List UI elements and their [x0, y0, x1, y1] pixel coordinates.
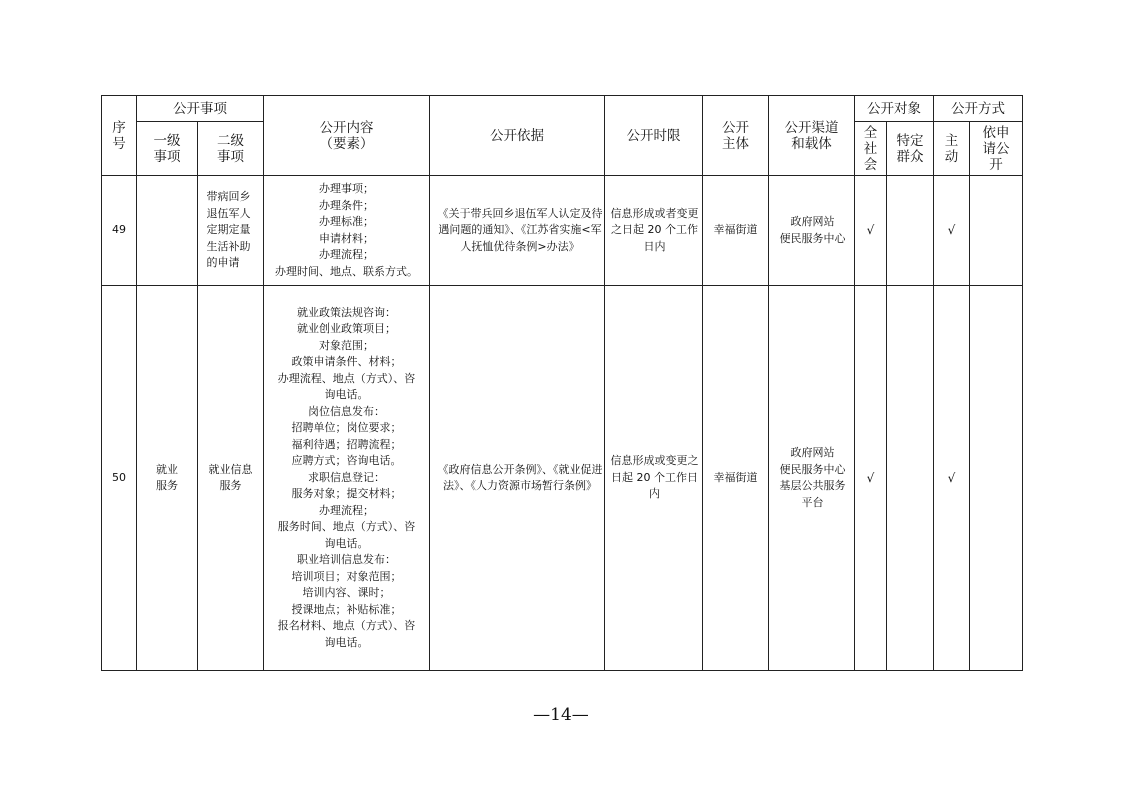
- content-line: 政策申请条件、材料；: [291, 355, 402, 369]
- content-line: 服务时间、地点（方式）、咨: [277, 520, 416, 534]
- content-line: 应聘方式；咨询电话。: [291, 454, 402, 468]
- row-basis: 《关于带兵回乡退伍军人认定及待遇问题的通知》、《江苏省实施<军人抚恤优待条例>办法》: [430, 176, 605, 286]
- row-channel: [769, 176, 855, 286]
- content-line: 培训项目；对象范围；: [291, 569, 402, 583]
- row-on-request-check: [970, 286, 1023, 671]
- row-content: [264, 176, 430, 286]
- row-seq: 49: [102, 176, 137, 286]
- channel-line: 平台: [801, 495, 824, 509]
- content-line: 求职信息登记：: [308, 470, 385, 484]
- header-basis: 公开依据: [430, 96, 605, 176]
- header-matter-group: 公开事项: [137, 96, 264, 122]
- content-line: 福利待遇；招聘流程；: [291, 437, 402, 451]
- row-basis: 《政府信息公开条例》、《就业促进法》、《人力资源市场暂行条例》: [430, 286, 605, 671]
- row-channel: [769, 286, 855, 671]
- row-time-limit: 信息形成或者变更之日起 20 个工作日内: [605, 176, 703, 286]
- table-row: [102, 286, 1023, 671]
- row-active-check: √: [934, 176, 970, 286]
- content-line: 办理条件；: [319, 198, 374, 212]
- content-line: 询电话。: [324, 536, 369, 550]
- header-content: 公开内容 （要素）: [264, 96, 430, 176]
- header-time-limit: 公开时限: [605, 96, 703, 176]
- disclosure-table: [101, 95, 1023, 671]
- header-on-request: 依申请公开: [970, 122, 1023, 176]
- row-level1: [137, 176, 198, 286]
- page-number: —14—: [533, 705, 589, 725]
- header-level1: 一级事项: [137, 122, 198, 176]
- content-line: 招聘单位；岗位要求；: [291, 421, 402, 435]
- row-seq: 50: [102, 286, 137, 671]
- row-whole-society-check: √: [855, 176, 887, 286]
- row-whole-society-check: √: [855, 286, 887, 671]
- content-line: 办理流程；: [319, 248, 374, 261]
- channel-line: 政府网站: [790, 446, 835, 459]
- content-line: 就业创业政策项目；: [297, 322, 396, 336]
- header-channel: 公开渠道和载体: [769, 96, 855, 176]
- row-active-check: √: [934, 286, 970, 671]
- header-specific-groups: 特定群众: [887, 122, 934, 176]
- header-level2: 二级事项: [198, 122, 264, 176]
- content-line: 岗位信息发布：: [308, 404, 385, 418]
- content-line: 询电话。: [324, 388, 369, 402]
- header-row-1: [102, 96, 1023, 122]
- row-level1: 就业服务: [137, 286, 198, 671]
- header-method-group: 公开方式: [934, 96, 1023, 122]
- row-specific-groups-check: [887, 176, 934, 286]
- content-line: 对象范围；: [319, 338, 374, 352]
- content-line: 就业政策法规咨询：: [297, 305, 396, 319]
- content-line: 报名材料、地点（方式）、咨: [277, 619, 416, 633]
- content-line: 职业培训信息发布：: [297, 553, 396, 567]
- content-line: 授课地点；补贴标准；: [291, 602, 402, 616]
- content-line: 办理事项；: [319, 182, 374, 195]
- row-content: [264, 286, 430, 671]
- row-level2: 带病回乡退伍军人定期定量生活补助的申请: [198, 176, 264, 286]
- row-level2: 就业信息服务: [198, 286, 264, 671]
- channel-line: 政府网站: [790, 215, 835, 228]
- content-line: 办理标准；: [319, 215, 374, 228]
- content-line: 询电话。: [324, 635, 369, 649]
- content-line: 服务对象；提交材料；: [291, 487, 402, 501]
- content-line: 申请材料；: [319, 231, 374, 245]
- header-target-group: 公开对象: [855, 96, 934, 122]
- header-seq: 序号: [102, 96, 137, 176]
- table-row: [102, 176, 1023, 286]
- content-line: 办理流程、地点（方式）、咨: [277, 371, 416, 385]
- row-specific-groups-check: [887, 286, 934, 671]
- content-line: 培训内容、课时；: [302, 586, 391, 600]
- row-time-limit: 信息形成或变更之日起 20 个工作日内: [605, 286, 703, 671]
- row-subject: 幸福街道: [703, 176, 769, 286]
- channel-line: 基层公共服务: [779, 479, 846, 492]
- row-subject: 幸福街道: [703, 286, 769, 671]
- content-line: 办理时间、地点、联系方式。: [275, 264, 418, 278]
- header-subject: 公开主体: [703, 96, 769, 176]
- channel-line: 便民服务中心: [779, 462, 846, 476]
- header-whole-society: 全社会: [855, 122, 887, 176]
- channel-line: 便民服务中心: [779, 231, 846, 245]
- header-active: 主动: [934, 122, 970, 176]
- content-line: 办理流程；: [319, 503, 374, 517]
- row-on-request-check: [970, 176, 1023, 286]
